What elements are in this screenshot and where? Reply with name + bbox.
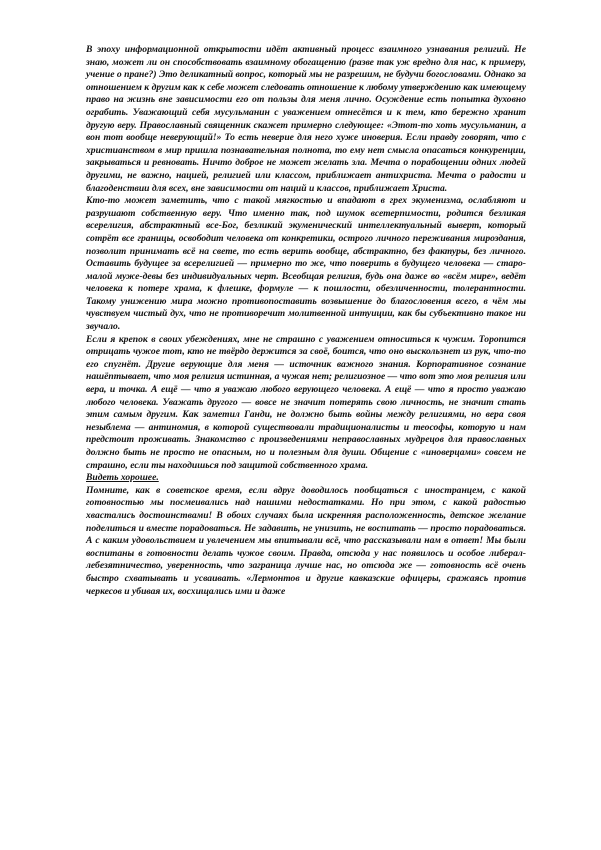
document-page xyxy=(86,44,526,598)
paragraph-soviet-times: Помните, как в советское время, если вдруг доводилось пообщаться с иностранцем, с какой готовностью мы посмеивались над нашими недостатками. Но при этом, с какой радостью хвастались достоинствами! В обоих случаях была искренняя расположенность, детское желание поделиться и вместе порадоваться. Не задавить, не унизить, не воспитать — просто порадоваться. А с каким удовольствием и увлечением мы впитывали всё, что рассказывали нам в ответ! Мы были воспитаны в готовности делать чужое своим. Правда, отсюда у нас появилось и особое либерал-лебезятничество, уверенность, что заграница лучше нас, но отсюда же — готовность всё очень быстро схватывать и усваивать. «Лермонтов и другие кавказские офицеры, сражаясь против черкесов и убивая их, восхищались ими и даже xyxy=(86,484,526,597)
section-heading: Видеть хорошее. xyxy=(86,472,159,484)
paragraph-convictions: Если я крепок в своих убеждениях, мне не страшно с уважением относиться к чужим. Торопится отрицать чужое тот, кто не твёрдо держится за своё, боится, что оно выскользнет из рук, что-то его спугнёт. Другие верующие для меня — источник важного знания. Корпоративное сознание нашёптывает, что моя религия истинная, а чужая нет; религиозное — что вот это моя религия или вера, и точка. А ещё — что я уважаю любого верующего человека. А ещё — что я просто уважаю любого человека. Уважать другого — вовсе не значит потерять свою личность, не значит стать этим самым другим. Как заметил Ганди, не должно быть войны между религиями, но вера своя незыблема — антиномия, в которой существовали традиционалисты и теософы, которую и нам предстоит проживать. Знакомство с произведениями неправославных мудрецов для православных должно быть не просто не опасным, но и полезным для души. Общение с «иноверцами» совсем не страшно, если ты находишься под защитой собственного храма. xyxy=(86,333,526,471)
paragraph-intro: В эпоху информационной открытости идёт активный процесс взаимного узнавания религий. Не знаю, может ли он способствовать взаимному обогащению (разве так уж вредно для нас, к примеру, учение о пране?) Это деликатный вопрос, который мы не разрешим, не будучи богословами. Однако за отношением к другим как к себе может следовать отношение к любому утверждению как имеющему право на жизнь вне зависимости его от пользы для меня лично. Осуждение есть попытка духовно ограбить. Уважающий себя мусульманин с уважением отнесётся и к тем, кто бережно хранит другую веру. Православный священник скажет примерно следующее: «Этот-то хоть мусульманин, а вон тот вообще неверующий!» То есть неверие для него хуже иноверия. Если правду говорят, что с христианством в мир пришла познавательная полнота, то ему нет смысла опасаться конкуренции, закрываться и ревновать. Ничто доброе не может желать зла. Мечта о порабощении одних людей другими, не важно, нацией, религией или классом, приближает антихриста. Мечта о радости и благоденствии для всех, вне зависимости от наций и классов, приближает Христа. xyxy=(86,44,526,194)
paragraph-ecumenism: Кто-то может заметить, что с такой мягкостью и впадают в грех экуменизма, ослабляют и разрушают собственную веру. Что именно так, под шумок всетерпимости, родится безликая всерелигия, абстрактный все-Бог, безликий экуменический интеллектуальный выверт, который сотрёт все границы, освободит человека от конкретики, острого личного переживания мироздания, позволит принимать всё на свете, то есть верить вообще, абстрактно, без фактуры, без личного. Оставить будущее за всерелигией — примерно то же, что поверить в будущего человека — старо-малой муже-девы без индивидуальных черт. Всеобщая религия, будь она даже во «всём мире», ведёт человека к потере храма, к флешке, формуле — к пошлости, обезличенности, толерантности. Такому унижению мира можно противопоставить возвышение до благословения всего, в чём мы чувствуем чистый дух, что не противоречит молитвенной интуиции, как бы субъективно такое ни звучало. xyxy=(86,195,526,333)
